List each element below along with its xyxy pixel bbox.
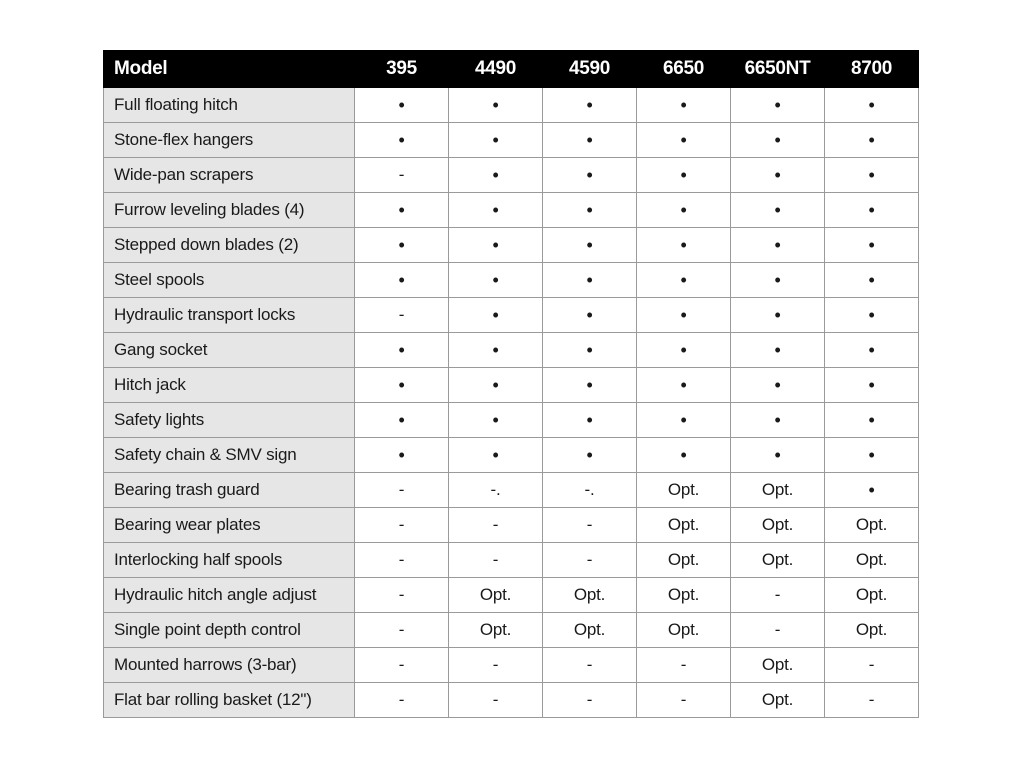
availability-cell: Opt. [731, 508, 825, 543]
feature-label: Safety chain & SMV sign [104, 438, 355, 473]
table-row [104, 578, 919, 613]
availability-cell: • [637, 158, 731, 193]
availability-cell: • [449, 158, 543, 193]
availability-cell: • [731, 333, 825, 368]
feature-label: Hydraulic hitch angle adjust [104, 578, 355, 613]
availability-cell: • [825, 403, 919, 438]
table-row [104, 438, 919, 473]
table-header-row [104, 51, 919, 88]
header-model-label: Model [104, 51, 355, 88]
availability-cell: • [825, 193, 919, 228]
availability-cell: Opt. [637, 473, 731, 508]
availability-cell: - [543, 543, 637, 578]
availability-cell: Opt. [637, 543, 731, 578]
availability-cell: • [731, 123, 825, 158]
availability-cell: - [355, 158, 449, 193]
availability-cell: • [731, 403, 825, 438]
availability-cell: • [825, 263, 919, 298]
availability-cell: Opt. [637, 613, 731, 648]
availability-cell: • [637, 228, 731, 263]
availability-cell: - [355, 473, 449, 508]
table-row [104, 88, 919, 123]
availability-cell: - [449, 648, 543, 683]
availability-cell: - [825, 648, 919, 683]
availability-cell: - [449, 683, 543, 718]
availability-cell: - [543, 508, 637, 543]
availability-cell: Opt. [543, 613, 637, 648]
availability-cell: • [449, 88, 543, 123]
availability-cell: • [543, 438, 637, 473]
availability-cell: • [449, 228, 543, 263]
table-row [104, 158, 919, 193]
availability-cell: - [355, 298, 449, 333]
table-row [104, 543, 919, 578]
availability-cell: - [637, 648, 731, 683]
header-model: 8700 [825, 51, 919, 88]
table-row [104, 333, 919, 368]
feature-label: Gang socket [104, 333, 355, 368]
availability-cell: Opt. [731, 683, 825, 718]
availability-cell: • [637, 263, 731, 298]
availability-cell: Opt. [825, 578, 919, 613]
availability-cell: • [637, 403, 731, 438]
table-body [104, 88, 919, 718]
availability-cell: • [825, 123, 919, 158]
header-model: 4590 [543, 51, 637, 88]
availability-cell: Opt. [731, 473, 825, 508]
availability-cell: • [731, 263, 825, 298]
availability-cell: • [449, 333, 543, 368]
availability-cell: • [543, 368, 637, 403]
availability-cell: • [355, 368, 449, 403]
availability-cell: • [543, 123, 637, 158]
availability-cell: • [449, 403, 543, 438]
feature-label: Hitch jack [104, 368, 355, 403]
availability-cell: • [543, 88, 637, 123]
availability-cell: Opt. [731, 543, 825, 578]
availability-cell: - [355, 578, 449, 613]
feature-label: Hydraulic transport locks [104, 298, 355, 333]
availability-cell: • [355, 333, 449, 368]
table-row [104, 368, 919, 403]
availability-cell: • [731, 438, 825, 473]
availability-cell: • [825, 158, 919, 193]
availability-cell: Opt. [825, 613, 919, 648]
availability-cell: - [543, 648, 637, 683]
table-row [104, 298, 919, 333]
availability-cell: -. [543, 473, 637, 508]
availability-cell: • [449, 123, 543, 158]
availability-cell: • [543, 333, 637, 368]
feature-label: Single point depth control [104, 613, 355, 648]
availability-cell: • [731, 368, 825, 403]
table-row [104, 473, 919, 508]
header-model: 6650 [637, 51, 731, 88]
availability-cell: Opt. [731, 648, 825, 683]
availability-cell: Opt. [449, 578, 543, 613]
availability-cell: • [825, 228, 919, 263]
availability-cell: • [355, 438, 449, 473]
availability-cell: • [731, 228, 825, 263]
feature-label: Bearing trash guard [104, 473, 355, 508]
table-row [104, 193, 919, 228]
availability-cell: • [637, 298, 731, 333]
feature-label: Mounted harrows (3-bar) [104, 648, 355, 683]
table-row [104, 263, 919, 298]
availability-cell: • [637, 333, 731, 368]
availability-cell: • [355, 123, 449, 158]
availability-cell: • [355, 403, 449, 438]
availability-cell: - [355, 543, 449, 578]
availability-cell: • [449, 193, 543, 228]
availability-cell: - [731, 613, 825, 648]
availability-cell: • [543, 158, 637, 193]
availability-cell: - [449, 508, 543, 543]
availability-cell: • [825, 368, 919, 403]
feature-label: Steel spools [104, 263, 355, 298]
availability-cell: • [731, 193, 825, 228]
availability-cell: - [449, 543, 543, 578]
availability-cell: • [449, 263, 543, 298]
availability-cell: - [543, 683, 637, 718]
availability-cell: • [825, 473, 919, 508]
table-row [104, 403, 919, 438]
feature-label: Wide-pan scrapers [104, 158, 355, 193]
availability-cell: • [543, 263, 637, 298]
availability-cell: • [543, 228, 637, 263]
availability-cell: • [449, 298, 543, 333]
availability-cell: • [825, 88, 919, 123]
availability-cell: • [825, 438, 919, 473]
availability-cell: • [449, 438, 543, 473]
availability-cell: Opt. [449, 613, 543, 648]
availability-cell: • [543, 298, 637, 333]
feature-label: Stone-flex hangers [104, 123, 355, 158]
availability-cell: • [637, 438, 731, 473]
availability-cell: Opt. [825, 508, 919, 543]
header-model: 6650NT [731, 51, 825, 88]
feature-label: Flat bar rolling basket (12") [104, 683, 355, 718]
availability-cell: • [825, 333, 919, 368]
feature-label: Furrow leveling blades (4) [104, 193, 355, 228]
availability-cell: - [731, 578, 825, 613]
availability-cell: - [355, 613, 449, 648]
availability-cell: • [543, 193, 637, 228]
availability-cell: • [637, 88, 731, 123]
feature-label: Stepped down blades (2) [104, 228, 355, 263]
availability-cell: • [449, 368, 543, 403]
availability-cell: • [637, 123, 731, 158]
availability-cell: • [355, 263, 449, 298]
availability-cell: - [637, 683, 731, 718]
availability-cell: - [355, 508, 449, 543]
header-model: 4490 [449, 51, 543, 88]
table-row [104, 123, 919, 158]
feature-label: Full floating hitch [104, 88, 355, 123]
availability-cell: - [355, 683, 449, 718]
table-row [104, 683, 919, 718]
availability-cell: • [355, 228, 449, 263]
table-row [104, 228, 919, 263]
availability-cell: • [825, 298, 919, 333]
availability-cell: • [355, 193, 449, 228]
header-model: 395 [355, 51, 449, 88]
availability-cell: - [355, 648, 449, 683]
availability-cell: Opt. [543, 578, 637, 613]
table-row [104, 613, 919, 648]
availability-cell: Opt. [637, 578, 731, 613]
availability-cell: Opt. [825, 543, 919, 578]
availability-cell: • [543, 403, 637, 438]
availability-cell: -. [449, 473, 543, 508]
feature-label: Interlocking half spools [104, 543, 355, 578]
feature-label: Safety lights [104, 403, 355, 438]
feature-label: Bearing wear plates [104, 508, 355, 543]
availability-cell: • [731, 158, 825, 193]
availability-cell: • [637, 193, 731, 228]
model-comparison-table [103, 50, 919, 718]
availability-cell: • [355, 88, 449, 123]
availability-cell: Opt. [637, 508, 731, 543]
table-row [104, 508, 919, 543]
availability-cell: • [731, 88, 825, 123]
availability-cell: - [825, 683, 919, 718]
availability-cell: • [637, 368, 731, 403]
table-row [104, 648, 919, 683]
availability-cell: • [731, 298, 825, 333]
